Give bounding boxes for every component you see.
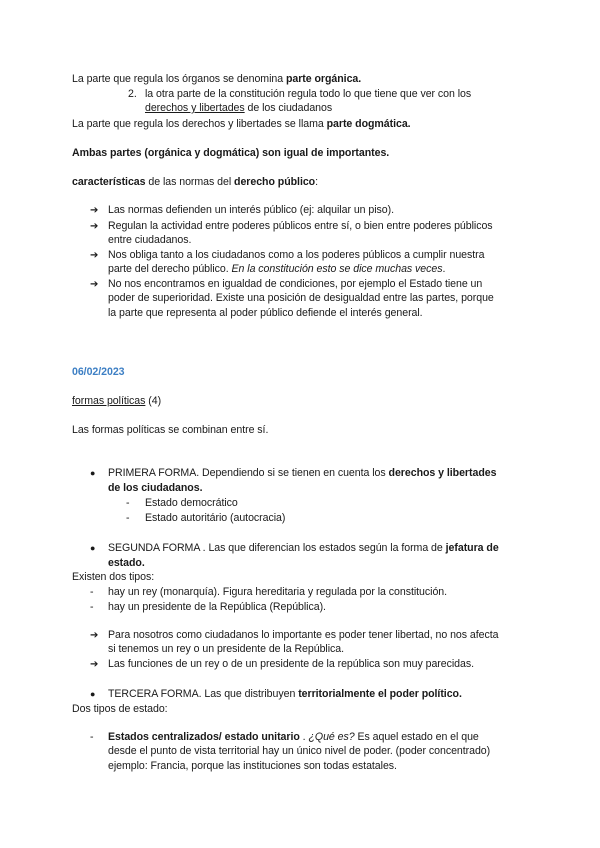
item2-line1: la otra parte de la constitución regula todo lo que tiene que ver con los [145,88,472,100]
arrow-icon: ➔ [90,279,99,290]
primera-text: PRIMERA FORMA. Dependiendo si se tienen en cuenta los [108,467,389,479]
existen-text: Existen dos tipos: [72,571,155,583]
publico-item-3-l1: Nos obliga tanto a los ciudadanos como a los poderes públicos a cumplir nuestra [108,249,485,261]
ambas-heading: Ambas partes (orgánica y dogmática) son igual de importantes. [72,147,390,159]
tercera-text: TERCERA FORMA. Las que distribuyen [108,688,299,700]
arrow-icon: ➔ [90,630,99,641]
organica-line [72,73,361,86]
primera-sub-2: Estado autoritário (autocracia) [145,512,286,524]
publico-item-2-l1: Regulan la actividad entre poderes públicos entre sí, o bien entre poderes públicos [108,220,493,232]
arrow-icon: ➔ [90,205,99,216]
bullet-icon: ● [90,543,96,553]
bullet-icon: ● [90,468,96,478]
organica-text: La parte que regula los órganos se denomina [72,73,286,85]
publico-item-4-l2: poder de superioridad. Existe una posición de desigualdad entre las partes, porque [108,292,494,304]
organica-term: parte orgánica. [285,73,362,85]
tercera-bold: territorialmente el poder político. [298,688,462,700]
tipo-item-1: hay un rey (monarquía). Figura hereditaria y regulada por la constitución. [108,586,448,598]
centralizados-l2: desde el punto de vista territorial hay un único nivel de poder. (poder concentrado) [108,745,491,757]
primera-sub-1: Estado democrático [145,497,238,509]
nosotros-item-1-l1: Para nosotros como ciudadanos lo importante es poder tener libertad, no nos afecta [108,629,499,641]
formas-heading [72,395,161,408]
dogmatica-text: La parte que regula los derechos y libertades se llama [72,118,327,130]
tercera-l1 [108,688,462,701]
segunda-l1 [108,542,499,555]
nosotros-item-1-l2: si tenemos un rey o un presidente de la República. [108,643,345,655]
primera-bold1: derechos y libertades [388,467,497,479]
caracteristicas-heading [72,176,318,189]
publico-item-4-l3: la parte que representa al poder público defiende el interés general. [108,307,423,319]
caract-mid: de las normas del [145,176,235,188]
publico-item-3-italic: En la constitución esto se dice muchas veces [231,263,443,275]
centralizados-l3: ejemplo: Francia, porque las instituciones son todas estatales. [108,760,397,772]
dash-icon: - [90,731,94,743]
publico-item-3-text: parte del derecho público. [108,263,232,275]
dash-icon: - [126,512,130,524]
centralizados-rest: Es aquel estado en el que [354,731,479,743]
item2-after: de los ciudadanos [244,102,333,114]
derechos-link[interactable]: derechos y libertades [145,102,245,114]
arrow-icon: ➔ [90,221,99,232]
dogmatica-line [72,118,411,131]
caract-bold1: características [72,176,146,188]
publico-item-3-end: . [442,263,446,275]
list-number: 2. [128,88,137,100]
formas-link[interactable]: formas políticas [72,395,146,407]
dos-tipos-text: Dos tipos de estado: [72,703,168,715]
segunda-text: SEGUNDA FORMA . Las que diferencian los estados según la forma de [108,542,446,554]
arrow-icon: ➔ [90,659,99,670]
segunda-l2: estado. [108,557,145,569]
combinan-text: Las formas políticas se combinan entre sí. [72,424,269,436]
centralizados-bold: Estados centralizados/ estado unitario [108,731,300,743]
bullet-icon: ● [90,689,96,699]
segunda-bold1: jefatura de [445,542,499,554]
primera-l2: de los ciudadanos. [108,482,203,494]
dash-icon: - [90,601,94,613]
primera-l1 [108,467,496,480]
centralizados-italic: ¿Qué es? [308,731,355,743]
centralizados-space: . [299,731,309,743]
dogmatica-term: parte dogmática. [326,118,411,130]
publico-item-2-l2: entre ciudadanos. [108,234,192,246]
publico-item-1: Las normas defienden un interés público (ej: alquilar un piso). [108,204,394,216]
publico-item-3-l2 [108,263,445,276]
dash-icon: - [90,586,94,598]
formas-count: (4) [145,395,162,407]
arrow-icon: ➔ [90,250,99,261]
tipo-item-2: hay un presidente de la República (República). [108,601,326,613]
dash-icon: - [126,497,130,509]
centralizados-l1 [108,731,479,744]
nosotros-item-2: Las funciones de un rey o de un presidente de la república son muy parecidas. [108,658,474,670]
caract-bold2: derecho público [234,176,316,188]
publico-item-4-l1: No nos encontramos en igualdad de condiciones, por ejemplo el Estado tiene un [108,278,483,290]
caract-end: : [315,176,319,188]
section-date: 06/02/2023 [72,366,125,378]
item2-line2 [145,102,332,115]
